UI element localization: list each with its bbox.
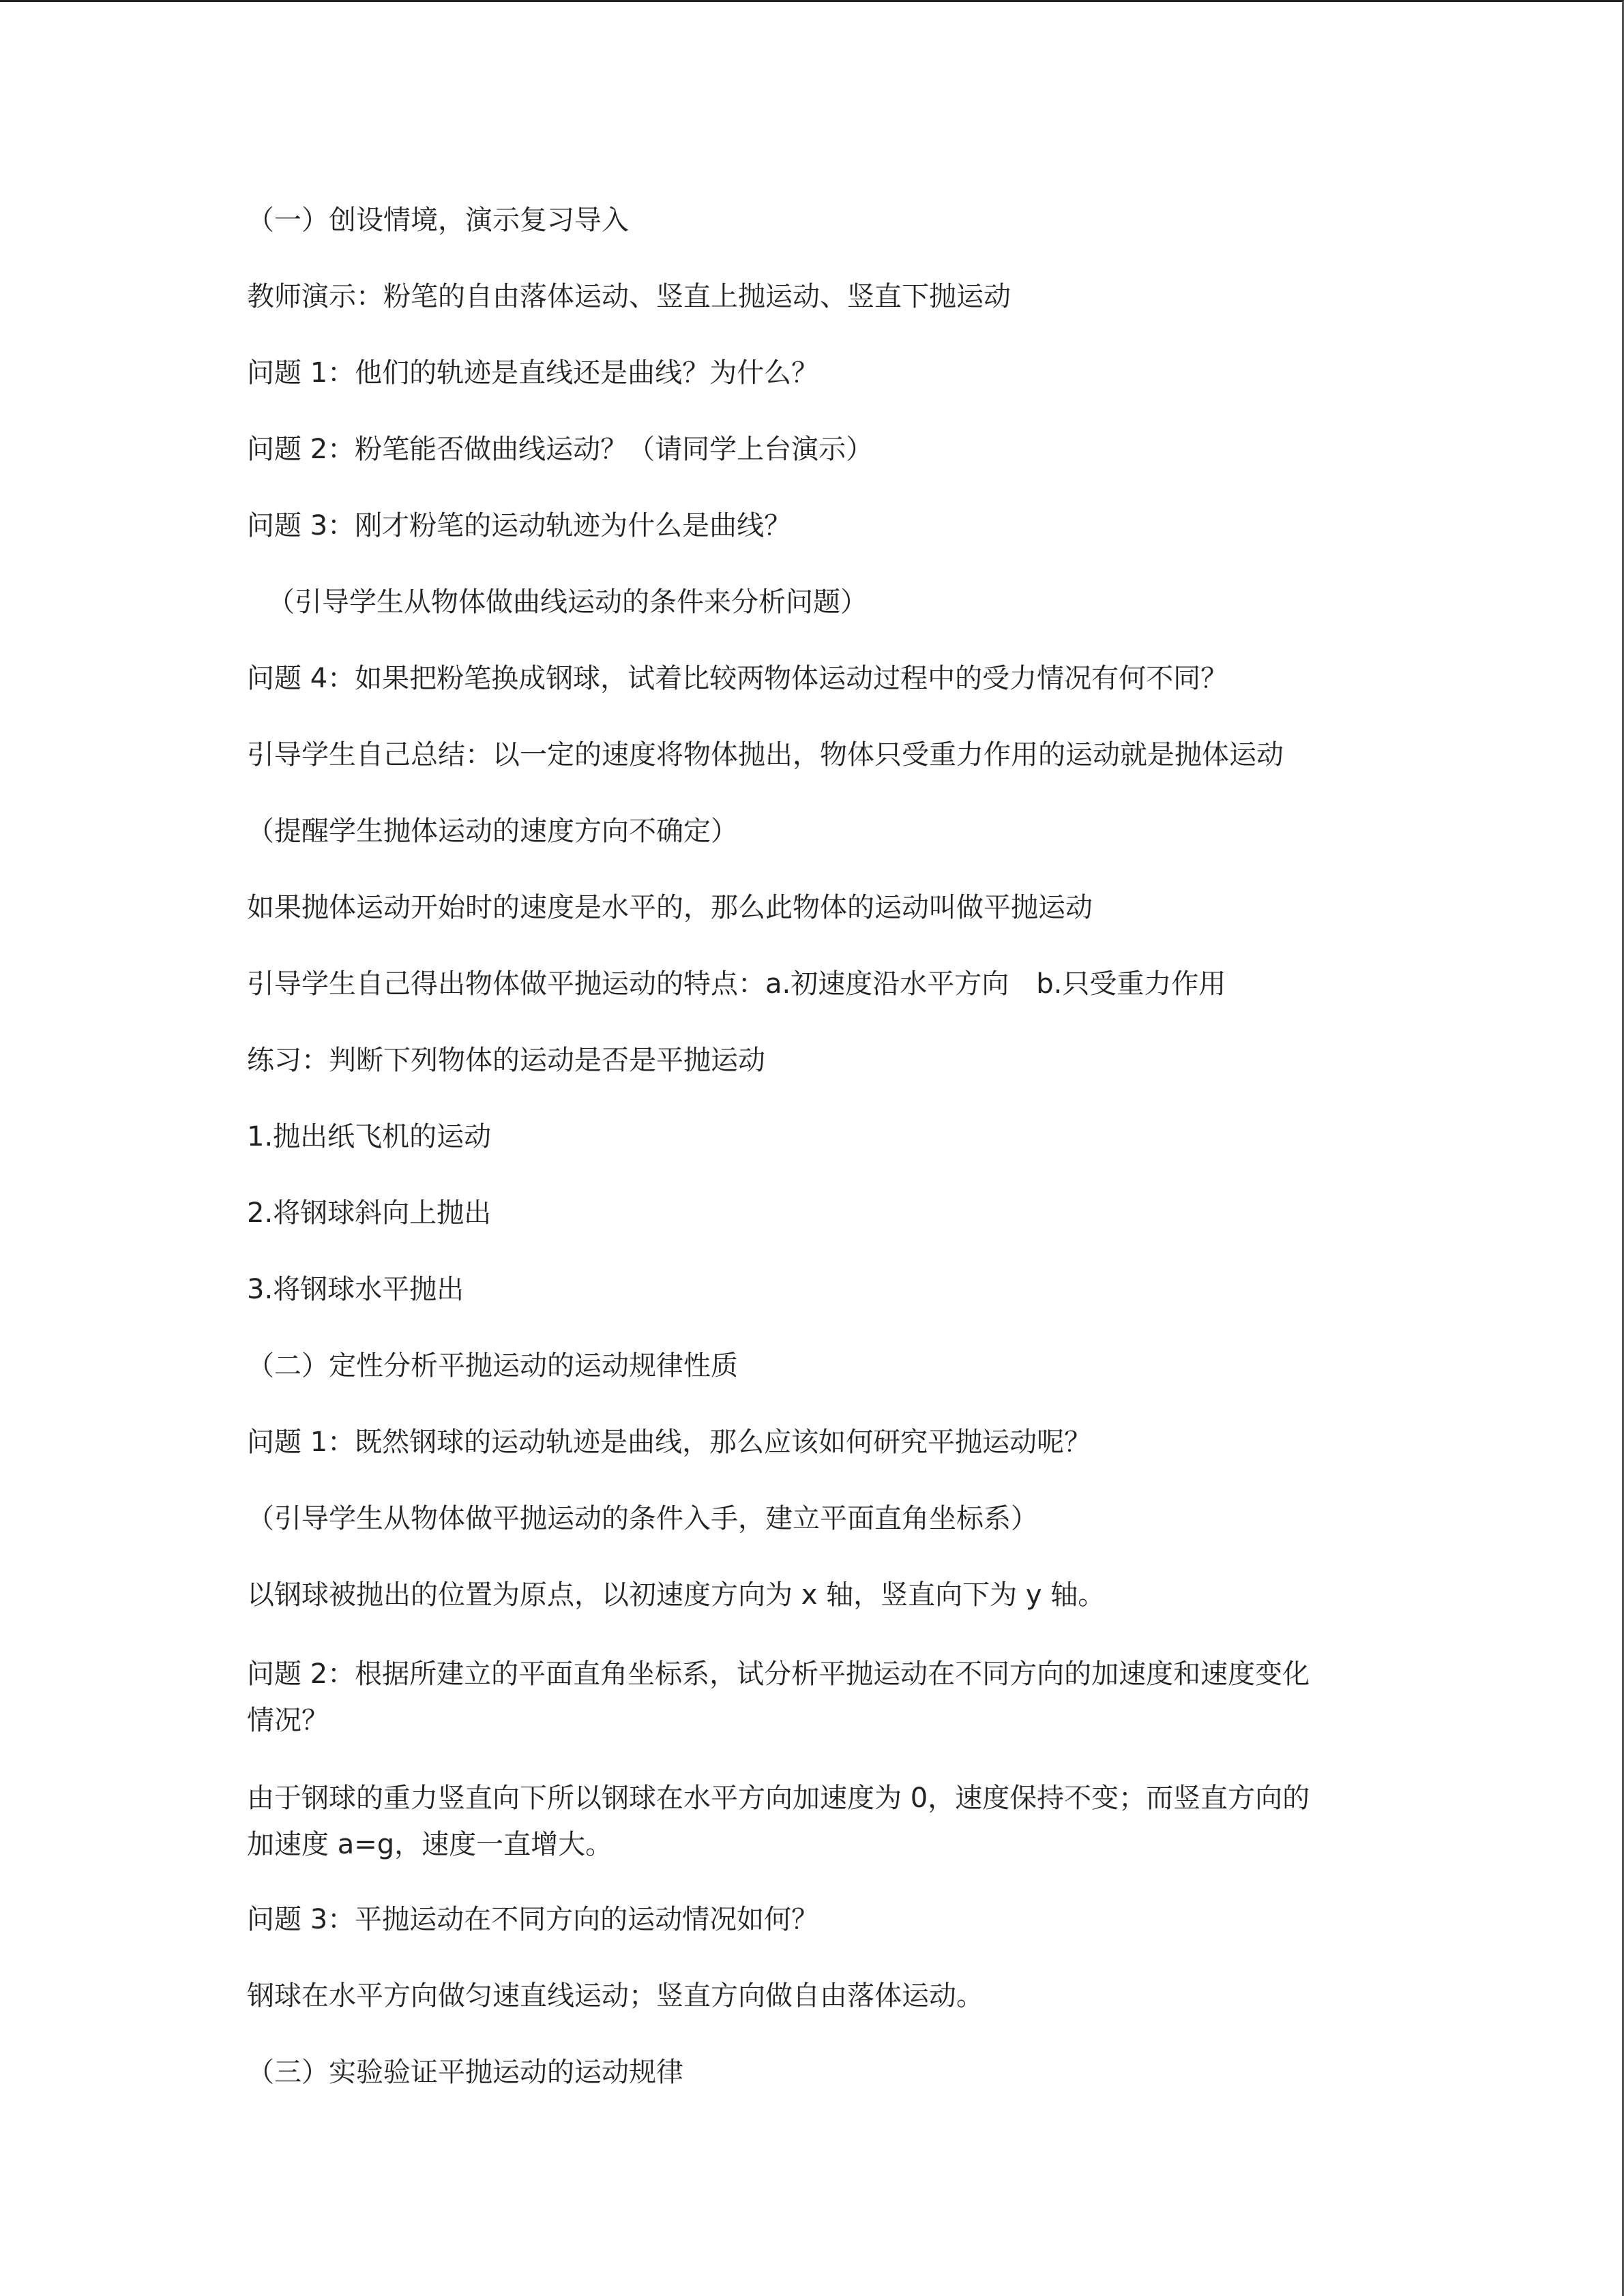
paragraph: 如果抛体运动开始时的速度是水平的，那么此物体的运动叫做平抛运动 — [247, 892, 1093, 923]
question-paragraph: 问题 1：他们的轨迹是直线还是曲线？为什么？ — [247, 357, 819, 389]
section-heading-2: （二）定性分析平抛运动的运动规律性质 — [247, 1350, 738, 1382]
question-paragraph: 问题 3：刚才粉笔的运动轨迹为什么是曲线？ — [247, 510, 792, 541]
paragraph: 钢球在水平方向做匀速直线运动；竖直方向做自由落体运动。 — [247, 1980, 984, 2012]
question-paragraph: 问题 4：如果把粉笔换成钢球，试着比较两物体运动过程中的受力情况有何不同？ — [247, 663, 1228, 694]
exercise-item: 2.将钢球斜向上抛出 — [247, 1197, 492, 1229]
question-paragraph: 问题 1：既然钢球的运动轨迹是曲线，那么应该如何研究平抛运动呢？ — [247, 1427, 1092, 1458]
note-paragraph: （引导学生从物体做曲线运动的条件来分析问题） — [267, 586, 868, 618]
paragraph-line: 情况？ — [247, 1705, 329, 1736]
paragraph-line: 加速度 a=g，速度一直增大。 — [247, 1829, 613, 1860]
paragraph — [247, 1775, 1379, 1868]
paragraph-line: 问题 2：根据所建立的平面直角坐标系，试分析平抛运动在不同方向的加速度和速度变化 — [247, 1658, 1310, 1690]
document-body — [247, 200, 1379, 2128]
question-paragraph: 问题 3：平抛运动在不同方向的运动情况如何？ — [247, 1904, 819, 1935]
note-paragraph: （引导学生从物体做平抛运动的条件入手，建立平面直角坐标系） — [247, 1503, 1038, 1534]
exercise-item: 3.将钢球水平抛出 — [247, 1274, 464, 1305]
paragraph: 引导学生自己总结：以一定的速度将物体抛出，物体只受重力作用的运动就是抛体运动 — [247, 739, 1284, 771]
paragraph: 引导学生自己得出物体做平抛运动的特点：a.初速度沿水平方向 b.只受重力作用 — [247, 968, 1226, 1000]
exercise-item: 1.抛出纸飞机的运动 — [247, 1121, 492, 1152]
note-paragraph: （提醒学生抛体运动的速度方向不确定） — [247, 816, 738, 847]
exercise-heading: 练习：判断下列物体的运动是否是平抛运动 — [247, 1045, 765, 1076]
paragraph: 教师演示：粉笔的自由落体运动、竖直上抛运动、竖直下抛运动 — [247, 281, 1011, 312]
section-heading-3: （三）实验验证平抛运动的运动规律 — [247, 2057, 683, 2088]
question-paragraph: 问题 2：粉笔能否做曲线运动？（请同学上台演示） — [247, 434, 874, 465]
paragraph-line: 由于钢球的重力竖直向下所以钢球在水平方向加速度为 0，速度保持不变；而竖直方向的 — [247, 1783, 1310, 1814]
paragraph: 以钢球被抛出的位置为原点，以初速度方向为 x 轴，竖直向下为 y 轴。 — [247, 1579, 1106, 1611]
question-paragraph — [247, 1651, 1379, 1744]
section-heading-1: （一）创设情境，演示复习导入 — [247, 205, 629, 236]
